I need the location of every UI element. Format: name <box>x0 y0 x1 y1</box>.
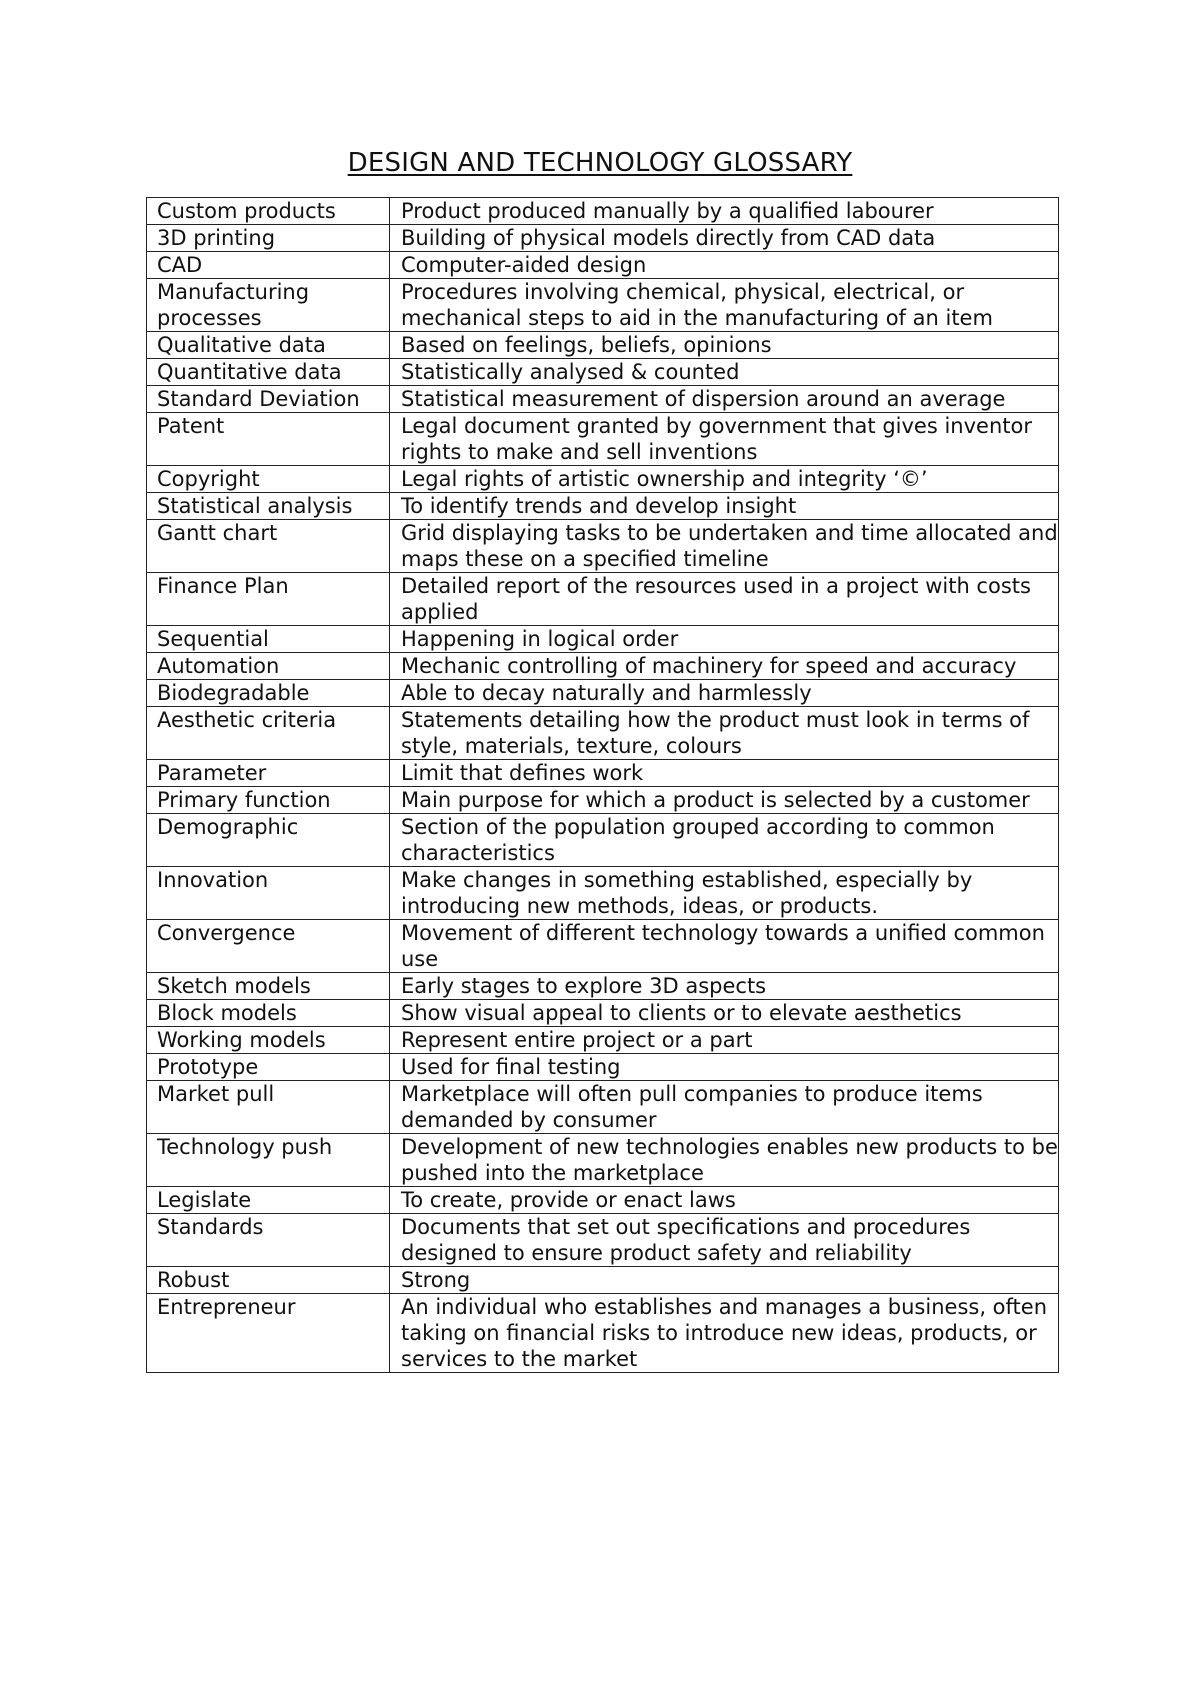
glossary-definition: Legal rights of artistic ownership and integrity ‘©’ <box>390 466 1059 493</box>
glossary-definition: Statistical measurement of dispersion around an average <box>390 386 1059 413</box>
glossary-definition: To create, provide or enact laws <box>390 1187 1059 1214</box>
glossary-term: Working models <box>147 1027 390 1054</box>
glossary-row <box>147 920 1059 973</box>
glossary-row <box>147 1214 1059 1267</box>
glossary-definition: Based on feelings, beliefs, opinions <box>390 332 1059 359</box>
glossary-definition: Building of physical models directly from CAD data <box>390 225 1059 252</box>
glossary-definition: Section of the population grouped according to common characteristics <box>390 814 1059 867</box>
glossary-row <box>147 573 1059 626</box>
glossary-term: Automation <box>147 653 390 680</box>
glossary-row <box>147 1027 1059 1054</box>
glossary-definition: An individual who establishes and manages a business, often taking on financial risks to introduce new ideas, products, or services to the market <box>390 1294 1059 1373</box>
glossary-row <box>147 520 1059 573</box>
glossary-term: Standard Deviation <box>147 386 390 413</box>
glossary-definition: Statements detailing how the product must look in terms of style, materials, texture, colours <box>390 707 1059 760</box>
glossary-term: CAD <box>147 252 390 279</box>
glossary-term: Robust <box>147 1267 390 1294</box>
glossary-definition: Show visual appeal to clients or to elevate aesthetics <box>390 1000 1059 1027</box>
glossary-row <box>147 332 1059 359</box>
glossary-definition: Procedures involving chemical, physical, electrical, or mechanical steps to aid in the manufacturing of an item <box>390 279 1059 332</box>
glossary-term: Prototype <box>147 1054 390 1081</box>
glossary-term: Copyright <box>147 466 390 493</box>
glossary-row <box>147 1000 1059 1027</box>
glossary-table <box>146 197 1059 1373</box>
glossary-row <box>147 198 1059 225</box>
glossary-term: Sequential <box>147 626 390 653</box>
glossary-definition: Make changes in something established, especially by introducing new methods, ideas, or products. <box>390 867 1059 920</box>
glossary-definition: Represent entire project or a part <box>390 1027 1059 1054</box>
glossary-term: Quantitative data <box>147 359 390 386</box>
glossary-row <box>147 1294 1059 1373</box>
glossary-term: 3D printing <box>147 225 390 252</box>
glossary-row <box>147 1267 1059 1294</box>
glossary-row <box>147 760 1059 787</box>
glossary-row <box>147 466 1059 493</box>
glossary-definition: Strong <box>390 1267 1059 1294</box>
glossary-row <box>147 653 1059 680</box>
glossary-term: Patent <box>147 413 390 466</box>
glossary-definition: Mechanic controlling of machinery for speed and accuracy <box>390 653 1059 680</box>
glossary-row <box>147 867 1059 920</box>
glossary-row <box>147 1134 1059 1187</box>
glossary-definition: Marketplace will often pull companies to produce items demanded by consumer <box>390 1081 1059 1134</box>
glossary-term: Convergence <box>147 920 390 973</box>
glossary-term: Gantt chart <box>147 520 390 573</box>
glossary-row <box>147 252 1059 279</box>
glossary-row <box>147 413 1059 466</box>
glossary-definition: Main purpose for which a product is selected by a customer <box>390 787 1059 814</box>
glossary-row <box>147 814 1059 867</box>
glossary-row <box>147 359 1059 386</box>
glossary-term: Biodegradable <box>147 680 390 707</box>
glossary-definition: To identify trends and develop insight <box>390 493 1059 520</box>
glossary-term: Primary function <box>147 787 390 814</box>
glossary-body <box>147 198 1059 1373</box>
glossary-term: Manufacturing processes <box>147 279 390 332</box>
glossary-term: Legislate <box>147 1187 390 1214</box>
glossary-term: Sketch models <box>147 973 390 1000</box>
glossary-row <box>147 386 1059 413</box>
glossary-term: Custom products <box>147 198 390 225</box>
glossary-row <box>147 225 1059 252</box>
glossary-definition: Limit that defines work <box>390 760 1059 787</box>
glossary-definition: Legal document granted by government that gives inventor rights to make and sell inventions <box>390 413 1059 466</box>
glossary-term: Market pull <box>147 1081 390 1134</box>
glossary-row <box>147 973 1059 1000</box>
glossary-definition: Product produced manually by a qualified labourer <box>390 198 1059 225</box>
glossary-term: Technology push <box>147 1134 390 1187</box>
glossary-row <box>147 279 1059 332</box>
glossary-term: Entrepreneur <box>147 1294 390 1373</box>
glossary-row <box>147 680 1059 707</box>
glossary-definition: Movement of different technology towards a unified common use <box>390 920 1059 973</box>
glossary-definition: Used for final testing <box>390 1054 1059 1081</box>
glossary-row <box>147 493 1059 520</box>
glossary-term: Finance Plan <box>147 573 390 626</box>
glossary-definition: Early stages to explore 3D aspects <box>390 973 1059 1000</box>
glossary-row <box>147 787 1059 814</box>
glossary-definition: Statistically analysed & counted <box>390 359 1059 386</box>
glossary-term: Demographic <box>147 814 390 867</box>
glossary-definition: Development of new technologies enables new products to be pushed into the marketplace <box>390 1134 1059 1187</box>
glossary-term: Standards <box>147 1214 390 1267</box>
glossary-term: Aesthetic criteria <box>147 707 390 760</box>
glossary-term: Qualitative data <box>147 332 390 359</box>
glossary-definition: Documents that set out specifications and procedures designed to ensure product safety and reliability <box>390 1214 1059 1267</box>
glossary-definition: Happening in logical order <box>390 626 1059 653</box>
glossary-term: Parameter <box>147 760 390 787</box>
glossary-definition: Computer-aided design <box>390 252 1059 279</box>
glossary-row <box>147 626 1059 653</box>
page-title: DESIGN AND TECHNOLOGY GLOSSARY <box>347 148 853 178</box>
glossary-row <box>147 1081 1059 1134</box>
glossary-row <box>147 1054 1059 1081</box>
glossary-term: Innovation <box>147 867 390 920</box>
glossary-row <box>147 707 1059 760</box>
glossary-definition: Detailed report of the resources used in a project with costs applied <box>390 573 1059 626</box>
glossary-definition: Grid displaying tasks to be undertaken and time allocated and maps these on a specified timeline <box>390 520 1059 573</box>
glossary-definition: Able to decay naturally and harmlessly <box>390 680 1059 707</box>
glossary-row <box>147 1187 1059 1214</box>
glossary-term: Statistical analysis <box>147 493 390 520</box>
glossary-term: Block models <box>147 1000 390 1027</box>
